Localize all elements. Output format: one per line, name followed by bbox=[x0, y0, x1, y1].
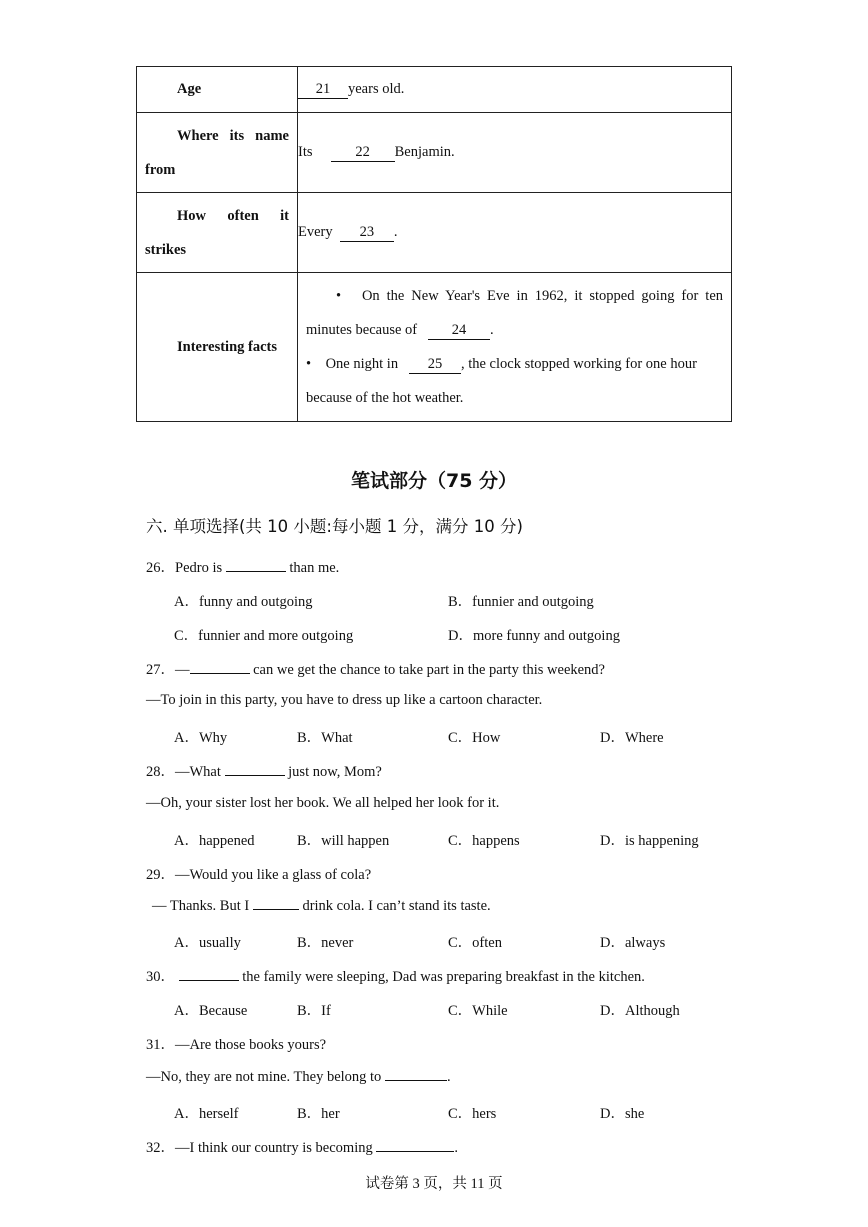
option: C．happens bbox=[448, 833, 520, 849]
option: C．funnier and more outgoing bbox=[174, 628, 354, 644]
question-28-line2: —Oh, your sister lost her book. We all helped her look for it. bbox=[146, 795, 500, 811]
question-26-stem: 26．Pedro is than me. bbox=[146, 560, 340, 576]
option: A．herself bbox=[174, 1106, 239, 1122]
fact-1-line2: minutes because of 24 . bbox=[306, 322, 494, 338]
option: A．Because bbox=[174, 1003, 248, 1019]
option: A．happened bbox=[174, 833, 255, 849]
label-strikes-2: strikes bbox=[145, 241, 187, 258]
question-29-line2: — Thanks. But I drink cola. I can’t stand its taste. bbox=[152, 898, 491, 914]
answer-blank bbox=[376, 1139, 454, 1152]
option: D．Where bbox=[600, 730, 664, 746]
fact-2-line1: • One night in 25 , the clock stopped working for one hour bbox=[306, 356, 697, 372]
fact-2-line2: because of the hot weather. bbox=[306, 390, 464, 406]
table-row-name-origin: Where its name from Its 22 Benjamin. bbox=[137, 113, 732, 193]
answer-blank bbox=[225, 763, 285, 776]
answer-blank bbox=[385, 1068, 447, 1081]
option: C．often bbox=[448, 935, 502, 951]
option: C．While bbox=[448, 1003, 508, 1019]
option: C．How bbox=[448, 730, 501, 746]
label-name-origin-1: Where its name bbox=[177, 127, 289, 144]
option: A．Why bbox=[174, 730, 228, 746]
option: D．is happening bbox=[600, 833, 699, 849]
answer-blank bbox=[253, 897, 299, 910]
option: C．hers bbox=[448, 1106, 497, 1122]
question-32-stem: 32．—I think our country is becoming . bbox=[146, 1140, 458, 1156]
question-27-line2: —To join in this party, you have to dress up like a cartoon character. bbox=[146, 692, 543, 708]
page-footer: 试卷第 3 页，共 11 页 bbox=[365, 1176, 503, 1192]
blank-23: 23 bbox=[340, 224, 394, 242]
label-name-origin-2: from bbox=[145, 161, 176, 178]
question-27-stem: 27．— can we get the chance to take part in the party this weekend? bbox=[146, 662, 605, 678]
option: D．always bbox=[600, 935, 666, 951]
option: A．usually bbox=[174, 935, 241, 951]
blank-24: 24 bbox=[428, 322, 490, 340]
option: A．funny and outgoing bbox=[174, 594, 313, 610]
question-29-stem: 29．—Would you like a glass of cola? bbox=[146, 867, 372, 883]
label-facts: Interesting facts bbox=[177, 338, 278, 355]
part-title: 六. 单项选择(共 10 小题:每小题 1 分，满分 10 分) bbox=[146, 517, 523, 536]
blank-22: 22 bbox=[331, 144, 395, 162]
question-30-stem: 30． the family were sleeping, Dad was preparing breakfast in the kitchen. bbox=[146, 969, 645, 985]
answer-blank bbox=[226, 559, 286, 572]
option: B．What bbox=[297, 730, 353, 746]
label-age: Age bbox=[177, 81, 202, 97]
question-31-stem: 31．—Are those books yours? bbox=[146, 1037, 327, 1053]
option: D．more funny and outgoing bbox=[448, 628, 620, 644]
label-strikes-1: How often it bbox=[177, 207, 289, 224]
answer-blank bbox=[190, 661, 250, 674]
section-title: 笔试部分（75 分） bbox=[350, 470, 518, 492]
table-row-facts bbox=[137, 273, 732, 422]
option: B．funnier and outgoing bbox=[448, 594, 594, 610]
table-row-strikes: How often it strikes Every 23 . bbox=[137, 193, 732, 273]
answer-blank bbox=[179, 968, 239, 981]
question-31-line2: —No, they are not mine. They belong to . bbox=[146, 1069, 451, 1085]
blank-21: 21 bbox=[298, 81, 348, 99]
option: D．she bbox=[600, 1106, 645, 1122]
blank-25: 25 bbox=[409, 356, 461, 374]
option: D．Although bbox=[600, 1003, 680, 1019]
option: B．If bbox=[297, 1003, 331, 1019]
fact-1-line1: • On the New Year's Eve in 1962, it stopped going for ten bbox=[336, 288, 723, 304]
option: B．never bbox=[297, 935, 354, 951]
question-28-stem: 28．—What just now, Mom? bbox=[146, 764, 382, 780]
option: B．her bbox=[297, 1106, 340, 1122]
table-row-age: Age 21 years old. bbox=[137, 67, 732, 113]
option: B．will happen bbox=[297, 833, 390, 849]
info-table bbox=[136, 66, 732, 422]
